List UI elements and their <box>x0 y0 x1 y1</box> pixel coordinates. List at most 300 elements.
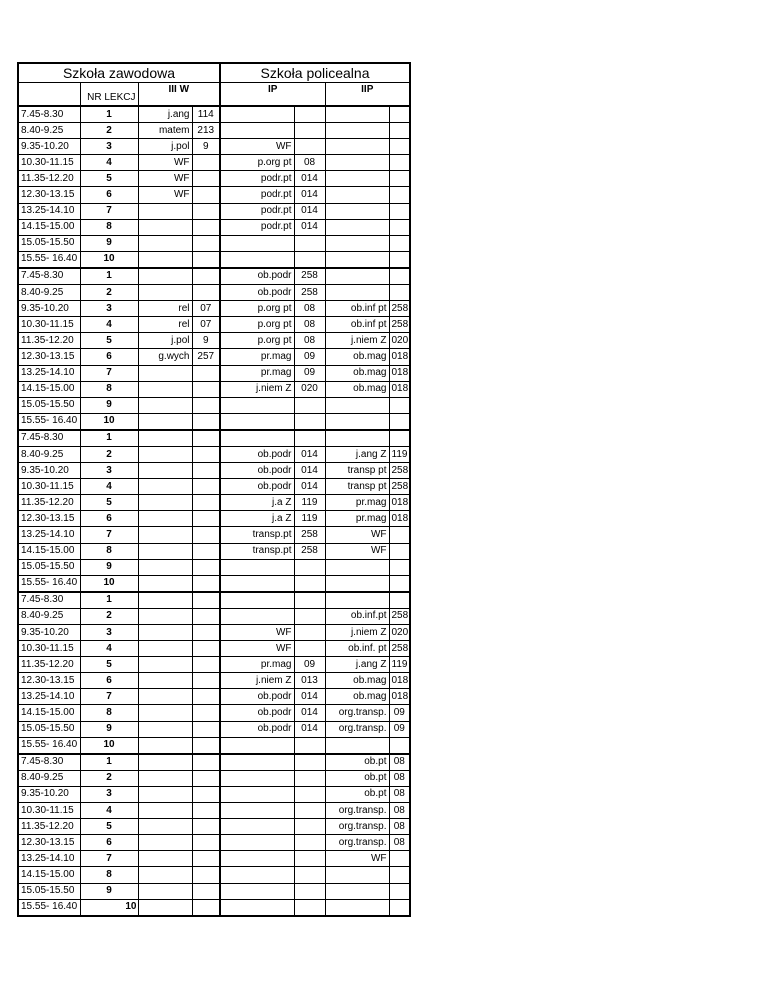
lesson-row <box>18 527 410 543</box>
subject-ip: podr.pt <box>220 203 294 219</box>
room-ip: 014 <box>294 721 325 737</box>
room-iip: 258 <box>389 463 410 479</box>
lesson-number: 10 <box>80 575 138 592</box>
subject-iii-w: g.wych <box>138 349 192 365</box>
room-iip <box>389 397 410 413</box>
subject-iip: ob.inf. pt <box>325 641 389 657</box>
lesson-row <box>18 721 410 737</box>
subject-iii-w: j.pol <box>138 139 192 155</box>
room-ip: 09 <box>294 349 325 365</box>
subject-iii-w <box>138 251 192 268</box>
subject-iii-w <box>138 899 192 916</box>
subject-iip: org.transp. <box>325 819 389 835</box>
subject-ip <box>220 575 294 592</box>
room-ip: 09 <box>294 657 325 673</box>
room-ip <box>294 899 325 916</box>
lesson-time: 11.35-12.20 <box>18 657 80 673</box>
lesson-number: 9 <box>80 883 138 899</box>
room-iii-w: 07 <box>192 301 220 317</box>
room-iip: 08 <box>389 770 410 786</box>
room-iip: 258 <box>389 479 410 495</box>
lesson-row <box>18 559 410 575</box>
subject-iip <box>325 139 389 155</box>
lesson-time: 10.30-11.15 <box>18 317 80 333</box>
subject-iip <box>325 413 389 430</box>
lesson-time: 11.35-12.20 <box>18 171 80 187</box>
subject-iip <box>325 575 389 592</box>
room-iii-w <box>192 673 220 689</box>
lesson-time: 15.55- 16.40 <box>18 899 80 916</box>
subject-iii-w <box>138 737 192 754</box>
lesson-number: 2 <box>80 285 138 301</box>
room-iii-w <box>192 575 220 592</box>
subject-iip: org.transp. <box>325 835 389 851</box>
subject-ip: podr.pt <box>220 219 294 235</box>
lesson-row <box>18 608 410 624</box>
room-iii-w <box>192 641 220 657</box>
lesson-number: 3 <box>80 786 138 802</box>
room-ip: 08 <box>294 333 325 349</box>
room-ip <box>294 608 325 624</box>
lesson-number: 10 <box>80 413 138 430</box>
room-iip: 08 <box>389 819 410 835</box>
lesson-time: 14.15-15.00 <box>18 705 80 721</box>
subject-ip: ob.podr <box>220 446 294 462</box>
room-ip <box>294 786 325 802</box>
room-iii-w <box>192 899 220 916</box>
room-iii-w <box>192 608 220 624</box>
lesson-time: 12.30-13.15 <box>18 511 80 527</box>
lesson-number: 1 <box>80 106 138 123</box>
room-iii-w <box>192 657 220 673</box>
subject-iip <box>325 251 389 268</box>
lesson-time: 14.15-15.00 <box>18 219 80 235</box>
room-iii-w <box>192 397 220 413</box>
subject-iii-w <box>138 235 192 251</box>
subject-iii-w <box>138 365 192 381</box>
room-iip <box>389 737 410 754</box>
subject-ip <box>220 397 294 413</box>
subject-iii-w: matem <box>138 123 192 139</box>
lesson-row <box>18 413 410 430</box>
lesson-time: 14.15-15.00 <box>18 381 80 397</box>
room-ip <box>294 413 325 430</box>
room-iii-w <box>192 819 220 835</box>
lesson-time: 15.05-15.50 <box>18 721 80 737</box>
lesson-row <box>18 106 410 123</box>
room-iii-w: 07 <box>192 317 220 333</box>
room-iii-w <box>192 446 220 462</box>
lesson-row <box>18 899 410 916</box>
room-iii-w <box>192 155 220 171</box>
lesson-row <box>18 835 410 851</box>
lesson-time: 15.55- 16.40 <box>18 251 80 268</box>
lesson-number: 6 <box>80 511 138 527</box>
lesson-number: 4 <box>80 803 138 819</box>
subject-iip: ob.pt <box>325 770 389 786</box>
subject-ip <box>220 413 294 430</box>
lesson-row <box>18 285 410 301</box>
subject-ip: podr.pt <box>220 187 294 203</box>
subject-ip <box>220 835 294 851</box>
corner-cell <box>18 83 80 107</box>
lesson-row <box>18 511 410 527</box>
room-iii-w <box>192 592 220 609</box>
subject-iip: ob.inf pt <box>325 301 389 317</box>
group-header-iii-w: III W <box>138 83 220 107</box>
lesson-time: 7.45-8.30 <box>18 268 80 285</box>
lesson-number: 5 <box>80 333 138 349</box>
lesson-time: 15.05-15.50 <box>18 883 80 899</box>
subject-iii-w: rel <box>138 301 192 317</box>
room-ip: 014 <box>294 479 325 495</box>
lesson-row <box>18 592 410 609</box>
lesson-number: 8 <box>80 219 138 235</box>
room-ip <box>294 770 325 786</box>
room-iip: 018 <box>389 689 410 705</box>
room-iip <box>389 155 410 171</box>
subject-ip: pr.mag <box>220 657 294 673</box>
lesson-time: 9.35-10.20 <box>18 786 80 802</box>
lesson-time: 15.55- 16.40 <box>18 575 80 592</box>
lesson-time: 15.05-15.50 <box>18 235 80 251</box>
lesson-row <box>18 737 410 754</box>
subject-iii-w <box>138 754 192 771</box>
lesson-row <box>18 171 410 187</box>
subject-ip <box>220 754 294 771</box>
subject-iip: WF <box>325 543 389 559</box>
lesson-number: 3 <box>80 301 138 317</box>
room-ip: 258 <box>294 543 325 559</box>
lesson-row <box>18 495 410 511</box>
lesson-number: 7 <box>80 851 138 867</box>
subject-ip <box>220 786 294 802</box>
room-iip: 020 <box>389 333 410 349</box>
subject-iii-w <box>138 511 192 527</box>
lesson-number: 4 <box>80 155 138 171</box>
subject-iii-w <box>138 786 192 802</box>
room-ip <box>294 737 325 754</box>
subject-ip <box>220 899 294 916</box>
room-iii-w: 213 <box>192 123 220 139</box>
room-iip: 09 <box>389 705 410 721</box>
subject-iii-w <box>138 770 192 786</box>
subject-ip: ob.podr <box>220 268 294 285</box>
group-header-ip: IP <box>220 83 325 107</box>
room-iip: 119 <box>389 657 410 673</box>
room-ip: 014 <box>294 203 325 219</box>
subject-iip <box>325 592 389 609</box>
lesson-row <box>18 705 410 721</box>
room-iii-w <box>192 285 220 301</box>
subject-iip <box>325 203 389 219</box>
subject-ip: j.niem Z <box>220 673 294 689</box>
lesson-time: 13.25-14.10 <box>18 365 80 381</box>
room-iii-w <box>192 689 220 705</box>
lesson-number: 5 <box>80 171 138 187</box>
subject-ip <box>220 430 294 447</box>
subject-ip <box>220 251 294 268</box>
lesson-time: 7.45-8.30 <box>18 754 80 771</box>
room-iip <box>389 171 410 187</box>
subject-iii-w <box>138 268 192 285</box>
lesson-time: 9.35-10.20 <box>18 301 80 317</box>
room-ip: 258 <box>294 285 325 301</box>
lesson-row <box>18 543 410 559</box>
room-iip <box>389 187 410 203</box>
subject-iii-w <box>138 657 192 673</box>
subject-iii-w <box>138 575 192 592</box>
room-iii-w: 9 <box>192 333 220 349</box>
room-ip <box>294 883 325 899</box>
room-ip: 08 <box>294 155 325 171</box>
room-iii-w <box>192 203 220 219</box>
lesson-number: 9 <box>80 721 138 737</box>
subject-iii-w <box>138 463 192 479</box>
lesson-row <box>18 268 410 285</box>
subject-iip <box>325 430 389 447</box>
lesson-number: 7 <box>80 365 138 381</box>
subject-iii-w <box>138 625 192 641</box>
subject-ip: j.a Z <box>220 511 294 527</box>
room-iip: 08 <box>389 803 410 819</box>
room-iip: 018 <box>389 511 410 527</box>
subject-ip <box>220 770 294 786</box>
subject-iii-w <box>138 819 192 835</box>
lesson-number: 8 <box>80 543 138 559</box>
lesson-row <box>18 770 410 786</box>
lesson-row <box>18 187 410 203</box>
subject-iii-w <box>138 527 192 543</box>
lesson-time: 14.15-15.00 <box>18 543 80 559</box>
room-iii-w <box>192 511 220 527</box>
room-iip <box>389 592 410 609</box>
room-ip <box>294 123 325 139</box>
subject-ip <box>220 883 294 899</box>
group-header-iip: IIP <box>325 83 410 107</box>
room-ip: 119 <box>294 511 325 527</box>
lesson-time: 11.35-12.20 <box>18 333 80 349</box>
lesson-row <box>18 365 410 381</box>
lesson-row <box>18 430 410 447</box>
room-iii-w <box>192 235 220 251</box>
lesson-number: 1 <box>80 268 138 285</box>
room-iii-w <box>192 430 220 447</box>
subject-ip: j.niem Z <box>220 381 294 397</box>
subject-ip: j.a Z <box>220 495 294 511</box>
lesson-row <box>18 155 410 171</box>
room-iii-w <box>192 527 220 543</box>
school-left-title: Szkoła zawodowa <box>18 63 220 83</box>
subject-ip: ob.podr <box>220 479 294 495</box>
room-iip <box>389 251 410 268</box>
subject-iip: ob.mag <box>325 349 389 365</box>
subject-iip <box>325 187 389 203</box>
room-ip <box>294 139 325 155</box>
lesson-number: 5 <box>80 819 138 835</box>
room-iii-w <box>192 219 220 235</box>
lesson-row <box>18 754 410 771</box>
room-iip: 020 <box>389 625 410 641</box>
room-ip: 014 <box>294 446 325 462</box>
subject-iii-w: WF <box>138 155 192 171</box>
lesson-time: 15.05-15.50 <box>18 559 80 575</box>
lesson-number: 7 <box>80 527 138 543</box>
subject-iii-w <box>138 851 192 867</box>
subject-iip <box>325 899 389 916</box>
lesson-time: 13.25-14.10 <box>18 689 80 705</box>
room-iii-w <box>192 381 220 397</box>
lesson-number: 8 <box>80 867 138 883</box>
room-iii-w: 9 <box>192 139 220 155</box>
room-iip <box>389 543 410 559</box>
subject-ip: ob.podr <box>220 689 294 705</box>
room-iii-w <box>192 737 220 754</box>
lesson-time: 13.25-14.10 <box>18 203 80 219</box>
subject-iii-w <box>138 608 192 624</box>
room-iii-w <box>192 786 220 802</box>
subject-ip: ob.podr <box>220 705 294 721</box>
subject-ip <box>220 235 294 251</box>
subject-iip: ob.mag <box>325 365 389 381</box>
room-iii-w <box>192 187 220 203</box>
lesson-row <box>18 203 410 219</box>
room-ip <box>294 641 325 657</box>
lesson-number: 2 <box>80 608 138 624</box>
room-iii-w <box>192 803 220 819</box>
lesson-row <box>18 851 410 867</box>
room-ip: 020 <box>294 381 325 397</box>
lesson-number: 10 <box>80 251 138 268</box>
lesson-row <box>18 786 410 802</box>
lesson-number: 6 <box>80 673 138 689</box>
room-ip <box>294 575 325 592</box>
lesson-number: 6 <box>80 349 138 365</box>
subject-iii-w <box>138 479 192 495</box>
room-iip <box>389 527 410 543</box>
lesson-number: 6 <box>80 187 138 203</box>
room-ip: 09 <box>294 365 325 381</box>
room-iip: 018 <box>389 349 410 365</box>
lesson-time: 11.35-12.20 <box>18 819 80 835</box>
lesson-time: 13.25-14.10 <box>18 851 80 867</box>
room-ip <box>294 235 325 251</box>
room-iip: 258 <box>389 317 410 333</box>
lesson-row <box>18 349 410 365</box>
subject-iii-w <box>138 867 192 883</box>
room-ip <box>294 835 325 851</box>
room-iip: 119 <box>389 446 410 462</box>
lesson-number: 10 <box>80 737 138 754</box>
room-iip <box>389 285 410 301</box>
subject-iii-w: j.pol <box>138 333 192 349</box>
room-ip: 119 <box>294 495 325 511</box>
room-iii-w: 257 <box>192 349 220 365</box>
subject-iii-w: j.ang <box>138 106 192 123</box>
room-iii-w <box>192 251 220 268</box>
room-ip: 014 <box>294 219 325 235</box>
subject-iii-w <box>138 446 192 462</box>
subject-ip <box>220 608 294 624</box>
lesson-number: 9 <box>80 235 138 251</box>
subject-iip: ob.mag <box>325 381 389 397</box>
subject-ip: WF <box>220 139 294 155</box>
subject-ip: p.org pt <box>220 301 294 317</box>
room-iip <box>389 867 410 883</box>
subject-iip: transp pt <box>325 463 389 479</box>
room-ip: 014 <box>294 187 325 203</box>
lesson-row <box>18 575 410 592</box>
lesson-time: 10.30-11.15 <box>18 155 80 171</box>
subject-iip <box>325 219 389 235</box>
room-iip <box>389 219 410 235</box>
room-iii-w <box>192 705 220 721</box>
subject-iip: ob.mag <box>325 689 389 705</box>
room-iip <box>389 851 410 867</box>
room-ip: 08 <box>294 317 325 333</box>
room-iip: 08 <box>389 754 410 771</box>
subject-iip: ob.pt <box>325 754 389 771</box>
lesson-number: 8 <box>80 381 138 397</box>
room-ip <box>294 625 325 641</box>
lesson-number: 2 <box>80 770 138 786</box>
lesson-row <box>18 333 410 349</box>
lesson-number: 1 <box>80 430 138 447</box>
subject-iip <box>325 171 389 187</box>
lesson-time: 14.15-15.00 <box>18 867 80 883</box>
room-iip: 258 <box>389 301 410 317</box>
lesson-time: 9.35-10.20 <box>18 463 80 479</box>
subject-iip: j.niem Z <box>325 625 389 641</box>
lesson-number: 2 <box>80 446 138 462</box>
room-iii-w <box>192 835 220 851</box>
subject-iii-w <box>138 203 192 219</box>
room-iip: 08 <box>389 835 410 851</box>
subject-ip <box>220 559 294 575</box>
room-ip <box>294 867 325 883</box>
subject-iip <box>325 155 389 171</box>
subject-iii-w <box>138 559 192 575</box>
lesson-row <box>18 883 410 899</box>
lesson-number: 4 <box>80 641 138 657</box>
lesson-row <box>18 479 410 495</box>
lesson-time: 9.35-10.20 <box>18 625 80 641</box>
room-ip <box>294 397 325 413</box>
room-ip <box>294 592 325 609</box>
lesson-row <box>18 381 410 397</box>
room-iip <box>389 899 410 916</box>
nr-lekcji-header: NR LEKCJ <box>80 83 138 107</box>
lesson-row <box>18 463 410 479</box>
room-iip <box>389 235 410 251</box>
lesson-row <box>18 317 410 333</box>
subject-iii-w <box>138 397 192 413</box>
lesson-time: 7.45-8.30 <box>18 430 80 447</box>
room-iii-w: 114 <box>192 106 220 123</box>
lesson-time: 10.30-11.15 <box>18 479 80 495</box>
room-ip: 08 <box>294 301 325 317</box>
lesson-time: 8.40-9.25 <box>18 770 80 786</box>
lesson-number: 8 <box>80 705 138 721</box>
subject-ip: WF <box>220 625 294 641</box>
room-ip: 014 <box>294 705 325 721</box>
subject-iii-w <box>138 543 192 559</box>
lesson-row <box>18 219 410 235</box>
subject-iii-w: WF <box>138 187 192 203</box>
lesson-time: 12.30-13.15 <box>18 349 80 365</box>
lesson-row <box>18 867 410 883</box>
lesson-number: 9 <box>80 559 138 575</box>
